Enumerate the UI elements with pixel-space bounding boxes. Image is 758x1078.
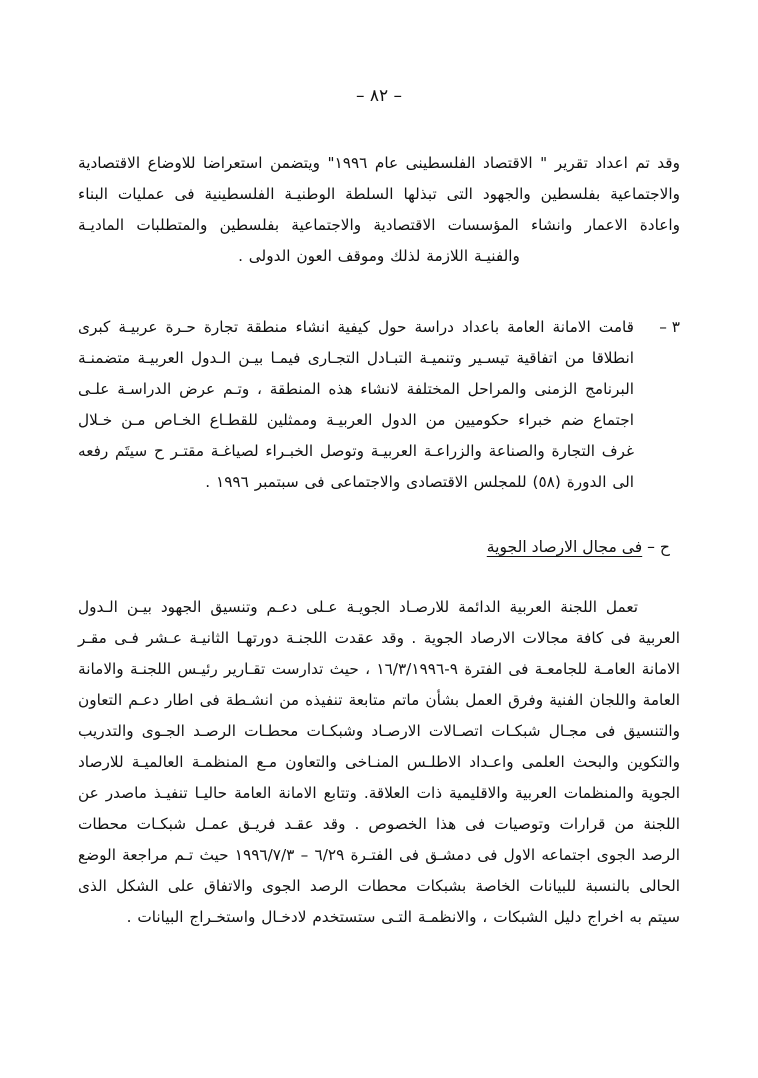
section-heading-label: فى مجال الارصاد الجوية bbox=[486, 538, 643, 556]
section-heading bbox=[78, 532, 680, 562]
numbered-item-text: قامت الامانة العامة باعداد دراسة حول كيفية انشاء منطقة تجارة حـرة عربيـة كبرى انطلاقا من اتفاقية تيسـير وتنميـة التبـادل التجـارى فيمـا بيـن الـدول العربيـة متضمنـة البرنامج الزمنى والمراحل المختلفة لانشاء هذه المنطقة ، وتـم عرض الدراسـة علـى اجتماع ضم خبراء حكوميين من الدول العربيـة وممثلين للقطـاع الخـاص مـن خـلال غرف التجارة والصناعة والزراعـة العربيـة وتوصل الخبـراء لصياغـة مقتـر ح سيتَم رفعه الى الدورة (٥٨) للمجلس الاقتصادى والاجتماعى فى سبتمبر ١٩٩٦ . bbox=[78, 318, 634, 491]
paragraph-intro: وقد تم اعداد تقرير " الاقتصاد الفلسطينى عام ١٩٩٦" ويتضمن استعراضا للاوضاع الاقتصادية والاجتماعية بفلسطين والجهود التى تبذلها السلطة الوطنيـة الفلسطينية فى عمليات البناء واعادة الاعمار وانشاء المؤسسات الاقتصادية والاجتماعية بفلسطين والمتطلبات الماديـة والفنيـة اللازمة لذلك وموقف العون الدولى . bbox=[78, 154, 680, 265]
spacer bbox=[78, 298, 680, 312]
numbered-item-marker: ٣ – bbox=[659, 318, 680, 336]
paragraph-meteorology: تعمل اللجنة العربية الدائمة للارصـاد الجويـة عـلى دعـم وتنسيق الجهود بيـن الـدول العربية فى كافة مجالات الارصاد الجوية . وقد عقدت اللجنـة دورتهـا الثانيـة عـشر فـى مقـر الامانة العامـة للجامعـة فى الفترة ٩-١٦/٣/١٩٩٦ ، حيث تدارست تقـارير رئيـس اللجنـة والامانة العامة واللجان الفنية وفرق العمل بشأن ماتم متابعة تنفيذه من انشـطة فى اطار دعـم التعاون والتنسيق فى مجـال شبكـات اتصـالات الارصـاد وشبكـات محطـات الرصـد الجـوى والتدريب والتكوين والبحث العلمى واعـداد الاطلـس المنـاخى والتعاون مـع المنظمـة العالميـة للارصاد الجوية والمنظمات العربية والاقليمية ذات العلاقة. وتتابع الامانة العامة حاليـا تنفيـذ ماصدر عن اللجنة من قرارات وتوصيات فى هذا الخصوص . وقد عقـد فريـق عمـل شبكـات محطات الرصد الجوى اجتماعه الاول فى دمشـق فى الفتـرة ٦/٢٩ – ١٩٩٦/٧/٣ حيث تـم مراجعة الوضع الحالى بالنسبة للبيانات الخاصة بشبكات محطات الرصد الجوى والاتفاق على الشكل الذى سيتم به اخراج دليل الشبكات ، والانظمـة التـى ستستخدم لادخـال واستخـراج البيانات . bbox=[78, 598, 680, 926]
numbered-item-3 bbox=[78, 312, 680, 498]
page-number: – ٨٢ – bbox=[355, 86, 403, 106]
section-heading-prefix: ح – bbox=[647, 538, 670, 556]
